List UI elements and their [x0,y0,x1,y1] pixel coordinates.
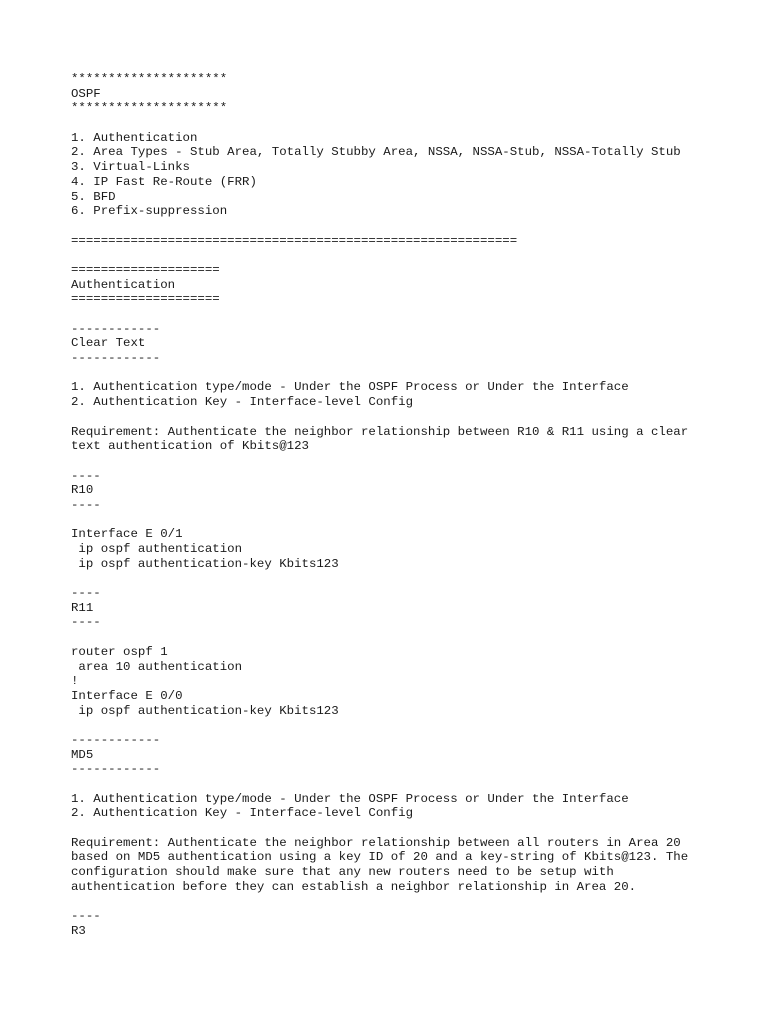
text-line: ip ospf authentication [71,542,243,556]
text-line: configuration should make sure that any new routers need to be setup with [71,865,614,880]
text-line: ---- [71,586,101,601]
text-line [71,571,751,586]
text-line: ---- [71,909,101,924]
text-line [71,454,751,469]
text-line: 3. Virtual-Links [71,160,190,175]
document-body [71,72,751,953]
text-line: R11 [71,600,94,615]
text-line [71,219,751,234]
text-line: text authentication of Kbits@123 [71,439,309,454]
text-line: ip ospf authentication-key Kbits123 [71,556,339,571]
text-line: Interface E 0/1 [71,527,183,542]
text-line [71,366,751,381]
text-line: Interface E 0/0 [71,688,183,703]
text-line: 6. Prefix-suppression [71,204,228,219]
text-line [71,718,751,733]
text-line [71,513,751,528]
text-line: Requirement: Authenticate the neighbor relationship between R10 & R11 using a clear [71,424,689,439]
text-line: ============================================================ [71,233,518,248]
text-line: ---- [71,497,101,512]
text-line [71,777,751,792]
text-line: 2. Authentication Key - Interface-level Config [71,395,414,410]
text-line: router ospf 1 [71,644,168,659]
text-line: OSPF [71,86,101,101]
text-line: 5. BFD [71,189,116,204]
text-line [71,248,751,263]
text-line: ------------ [71,762,161,777]
text-line: Clear Text [71,336,146,351]
text-line: authentication before they can establish a neighbor relationship in Area 20. [71,879,637,894]
text-line: 2. Authentication Key - Interface-level Config [71,806,414,821]
text-line: ! [71,674,79,689]
text-line: ********************* [71,72,228,86]
text-line [71,116,751,131]
text-line: ==================== [71,262,220,277]
text-line: 1. Authentication type/mode - Under the OSPF Process or Under the Interface [71,791,629,806]
text-line: based on MD5 authentication using a key ID of 20 and a key-string of Kbits@123. The [71,850,689,865]
text-line: ---- [71,468,101,483]
text-line: ********************* [71,101,228,116]
text-line: Requirement: Authenticate the neighbor relationship between all routers in Area 20 [71,835,681,850]
text-line [71,307,751,322]
text-line: R10 [71,483,94,498]
text-line: 1. Authentication [71,130,198,145]
text-line: 2. Area Types - Stub Area, Totally Stubby Area, NSSA, NSSA-Stub, NSSA-Totally Stub [71,145,681,160]
text-line: ==================== [71,292,220,307]
text-line [71,410,751,425]
text-line: ------------ [71,732,161,747]
text-line [71,821,751,836]
text-line: ------------ [71,321,161,336]
text-line: ------------ [71,351,161,366]
text-line [71,939,751,954]
text-line: area 10 authentication [71,659,243,674]
text-line: R3 [71,923,86,938]
text-line [71,630,751,645]
text-line: 4. IP Fast Re-Route (FRR) [71,174,257,189]
text-line: ---- [71,615,101,630]
text-line: 1. Authentication type/mode - Under the OSPF Process or Under the Interface [71,380,629,395]
text-line: ip ospf authentication-key Kbits123 [71,703,339,718]
text-line [71,895,751,910]
text-line: Authentication [71,277,176,292]
text-line: MD5 [71,747,94,762]
